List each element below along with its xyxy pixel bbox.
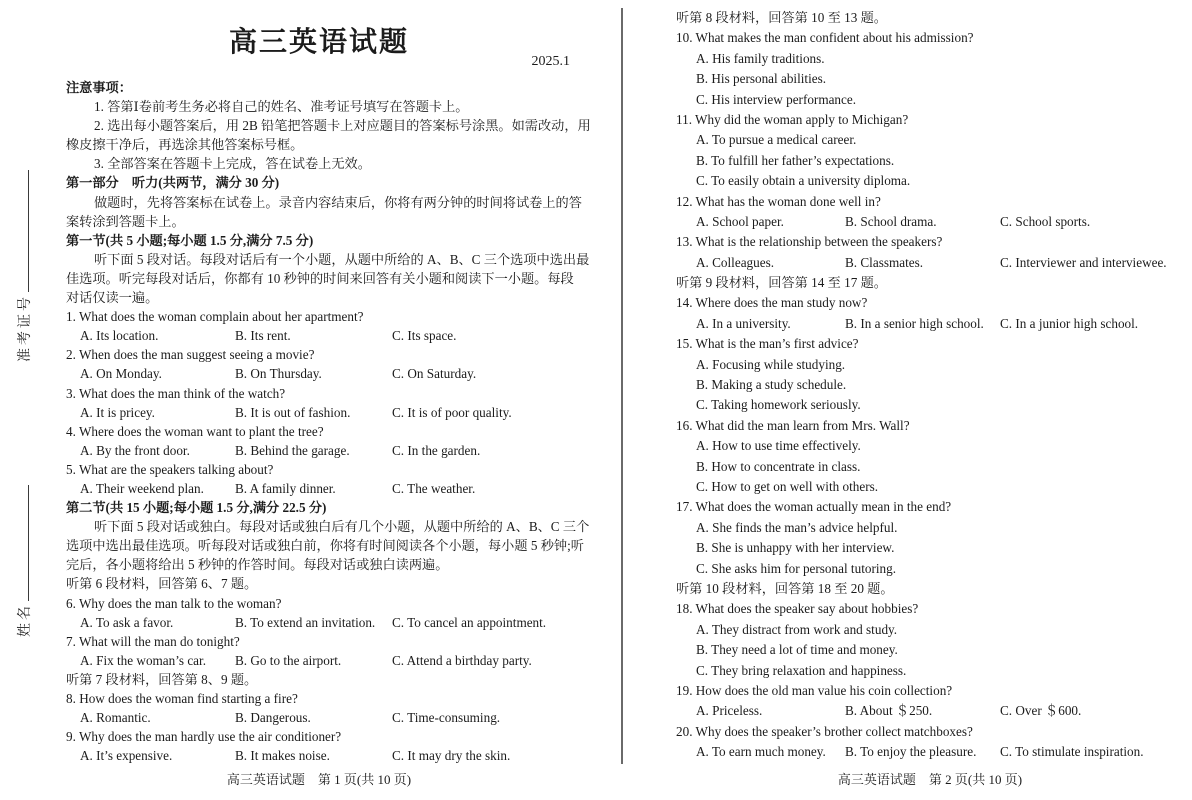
answer-option: A. She finds the man’s advice helpful.: [696, 519, 898, 535]
answer-option: B. It is out of fashion.: [235, 404, 351, 420]
answer-option: B. In a senior high school.: [845, 315, 984, 331]
answer-option: A. By the front door.: [80, 442, 190, 458]
answer-option: B. It makes noise.: [235, 748, 330, 764]
material-header: 听第 9 段材料，回答第 14 至 17 题。: [676, 275, 887, 291]
answer-option: B. Its rent.: [235, 328, 291, 344]
question-stem: 13. What is the relationship between the speakers?: [676, 234, 943, 250]
answer-option: B. Behind the garage.: [235, 442, 350, 458]
answer-option: A. Its location.: [80, 328, 159, 344]
answer-option: C. She asks him for personal tutoring.: [696, 560, 896, 576]
answer-option: C. The weather.: [392, 480, 476, 496]
answer-option-row: [66, 746, 572, 765]
question-stem: 16. What did the man learn from Mrs. Wall?: [676, 417, 910, 433]
answer-option: B. To enjoy the pleasure.: [845, 744, 977, 760]
exam-number-label: 准考证号: [18, 294, 33, 362]
exam-page-2: [676, 8, 1184, 762]
question-stem: 3. What does the man think of the watch?: [66, 385, 286, 401]
answer-option: B. To extend an invitation.: [235, 614, 376, 630]
material-header: 听第 10 段材料，回答第 18 至 20 题。: [676, 580, 894, 596]
instruction-line: 1. 答第Ⅰ卷前考生务必将自己的姓名、准考证号填写在答题卡上。: [94, 99, 469, 115]
instruction-line: 做题时，先将答案标在试卷上。录音内容结束后，你将有两分钟的时间将试卷上的答: [94, 194, 582, 210]
answer-option: A. On Monday.: [80, 366, 162, 382]
answer-option: B. Go to the airport.: [235, 652, 342, 668]
answer-option: B. Dangerous.: [235, 710, 311, 726]
answer-option: A. Fix the woman’s car.: [80, 652, 206, 668]
answer-option: C. In the garden.: [392, 442, 481, 458]
question-stem: 2. When does the man suggest seeing a movie?: [66, 347, 315, 363]
answer-option: C. Its space.: [392, 328, 457, 344]
page-title: 高三英语试题: [228, 27, 409, 58]
question-stem: 8. How does the woman find starting a fire?: [66, 691, 298, 706]
answer-option: B. A family dinner.: [235, 480, 336, 496]
instruction-line: 2. 选出每小题答案后，用 2B 铅笔把答题卡上对应题目的答案标号涂黑。如需改动，用: [94, 118, 591, 134]
instruction-line: 听下面 5 段对话或独白。每段对话或独白后有几个小题，从题中所给的 A、B、C 三个: [94, 519, 590, 535]
instruction-line: 选项中选出最佳选项。听每段对话或独白前，你将有时间阅读各个小题，每小题 5 秒钟;听: [66, 538, 584, 554]
answer-option: B. To fulfill her father’s expectations.: [696, 152, 895, 168]
exam-number-line: [24, 170, 29, 292]
answer-option: C. It may dry the skin.: [392, 748, 511, 764]
instruction-line: 佳选项。听完每段对话后，你都有 10 秒钟的时间来回答有关小题和阅读下一小题。每段: [66, 270, 574, 286]
answer-option-row: [66, 651, 572, 670]
question-stem: 18. What does the speaker say about hobbies?: [676, 601, 919, 617]
exam-date: 2025.1: [531, 54, 570, 69]
question-stem: 10. What makes the man confident about his admission?: [676, 30, 974, 46]
answer-option: A. His family traditions.: [696, 50, 825, 66]
answer-option: C. To cancel an appointment.: [392, 614, 547, 630]
answer-option: A. They distract from work and study.: [696, 621, 898, 637]
section-heading: 注意事项：: [66, 80, 132, 95]
answer-option: A. Colleagues.: [696, 254, 775, 270]
answer-option-row: [676, 701, 1184, 721]
material-header: 听第 7 段材料，回答第 8、9 题。: [66, 671, 258, 687]
section-heading: 第二节(共 15 小题;每小题 1.5 分,满分 22.5 分): [66, 500, 327, 516]
section-heading: 第一节(共 5 小题;每小题 1.5 分,满分 7.5 分): [66, 232, 314, 248]
answer-option: C. His interview performance.: [696, 91, 857, 107]
answer-option-row: [66, 613, 572, 632]
answer-option: C. To stimulate inspiration.: [1000, 744, 1144, 760]
answer-option: B. On Thursday.: [235, 366, 322, 382]
answer-option-row: [66, 326, 572, 345]
page-1-content: [66, 78, 591, 765]
answer-option: A. To ask a favor.: [80, 614, 174, 630]
name-line: [24, 485, 29, 601]
answer-option: C. Attend a birthday party.: [392, 652, 532, 668]
answer-option: B. How to concentrate in class.: [696, 458, 861, 474]
instruction-line: 案转涂到答题卡上。: [66, 213, 185, 229]
answer-option: C. It is of poor quality.: [392, 404, 512, 420]
question-stem: 12. What has the woman done well in?: [676, 193, 881, 209]
answer-option: A. School paper.: [696, 213, 784, 229]
answer-option: B. Classmates.: [845, 254, 924, 270]
answer-option: A. It is pricey.: [80, 404, 155, 420]
answer-option: C. To easily obtain a university diploma.: [696, 173, 911, 189]
answer-option: B. Making a study schedule.: [696, 377, 847, 393]
question-stem: 11. Why did the woman apply to Michigan?: [676, 111, 909, 127]
question-stem: 7. What will the man do tonight?: [66, 633, 240, 649]
answer-option: A. Their weekend plan.: [80, 480, 204, 496]
instruction-line: 完后，各小题将给出 5 秒钟的作答时间。每段对话或独白读两遍。: [66, 557, 449, 573]
answer-option: B. They need a lot of time and money.: [696, 642, 898, 658]
answer-option: C. How to get on well with others.: [696, 478, 879, 494]
answer-option: C. School sports.: [1000, 213, 1091, 229]
answer-option-row: [676, 314, 1184, 334]
material-header: 听第 6 段材料，回答第 6、7 题。: [66, 576, 258, 592]
instruction-line: 听下面 5 段对话。每段对话后有一个小题，从题中所给的 A、B、C 三个选项中选出最: [94, 251, 590, 267]
question-stem: 20. Why does the speaker’s brother collect matchboxes?: [676, 723, 973, 739]
page-2-footer: 高三英语试题 第 2 页(共 10 页): [837, 772, 1023, 787]
answer-option: C. They bring relaxation and happiness.: [696, 662, 907, 678]
question-stem: 5. What are the speakers talking about?: [66, 461, 274, 477]
answer-option-row: [66, 708, 572, 727]
answer-option: B. His personal abilities.: [696, 71, 827, 87]
question-stem: 17. What does the woman actually mean in the end?: [676, 499, 952, 515]
question-stem: 14. Where does the man study now?: [676, 295, 868, 311]
exam-header: [66, 18, 572, 78]
name-field: [14, 469, 34, 637]
question-stem: 1. What does the woman complain about her apartment?: [66, 309, 364, 325]
name-label: 姓名: [18, 603, 33, 637]
answer-option-row: [66, 364, 572, 383]
answer-option: A. Priceless.: [696, 703, 763, 719]
page-2-content: [676, 8, 1184, 762]
instruction-line: 橡皮擦干净后，再选涂其他答案标号框。: [66, 137, 304, 153]
exam-number-field: [14, 170, 34, 362]
question-stem: 4. Where does the woman want to plant the tree?: [66, 423, 324, 439]
answer-option-row: [676, 253, 1184, 273]
answer-option: B. She is unhappy with her interview.: [696, 540, 895, 556]
answer-option: A. Romantic.: [80, 710, 151, 726]
answer-option: C. Taking homework seriously.: [696, 397, 861, 413]
answer-option: C. Interviewer and interviewee.: [1000, 254, 1167, 270]
answer-option-row: [66, 479, 572, 498]
answer-option: C. On Saturday.: [392, 366, 477, 382]
instruction-line: 对话仅读一遍。: [66, 290, 159, 306]
answer-option: C. Over ＄600.: [1000, 703, 1082, 719]
page-1-footer: 高三英语试题 第 1 页(共 10 页): [226, 772, 412, 787]
answer-option-row: [676, 212, 1184, 232]
question-stem: 15. What is the man’s first advice?: [676, 336, 859, 352]
instruction-line: 3. 全部答案在答题卡上完成，答在试卷上无效。: [94, 156, 371, 172]
exam-page-1: [66, 18, 591, 765]
answer-option-row: [66, 441, 572, 460]
question-stem: 6. Why does the man talk to the woman?: [66, 595, 282, 611]
answer-option-row: [66, 403, 572, 422]
answer-option: A. How to use time effectively.: [696, 438, 861, 454]
question-stem: 19. How does the old man value his coin collection?: [676, 682, 953, 698]
material-header: 听第 8 段材料，回答第 10 至 13 题。: [676, 10, 887, 25]
answer-option: A. It’s expensive.: [80, 748, 173, 764]
answer-option: A. In a university.: [696, 315, 791, 331]
answer-option: A. To pursue a medical career.: [696, 132, 857, 148]
section-heading: 第一部分 听力(共两节，满分 30 分): [66, 175, 280, 191]
answer-option: C. In a junior high school.: [1000, 315, 1139, 331]
answer-option-row: [676, 742, 1184, 762]
question-stem: 9. Why does the man hardly use the air conditioner?: [66, 729, 342, 745]
answer-option: C. Time-consuming.: [392, 710, 501, 726]
answer-option: A. To earn much money.: [696, 744, 826, 760]
page-divider: [621, 8, 623, 764]
answer-option: B. About ＄250.: [845, 703, 933, 719]
answer-option: A. Focusing while studying.: [696, 356, 846, 372]
answer-option: B. School drama.: [845, 213, 937, 229]
